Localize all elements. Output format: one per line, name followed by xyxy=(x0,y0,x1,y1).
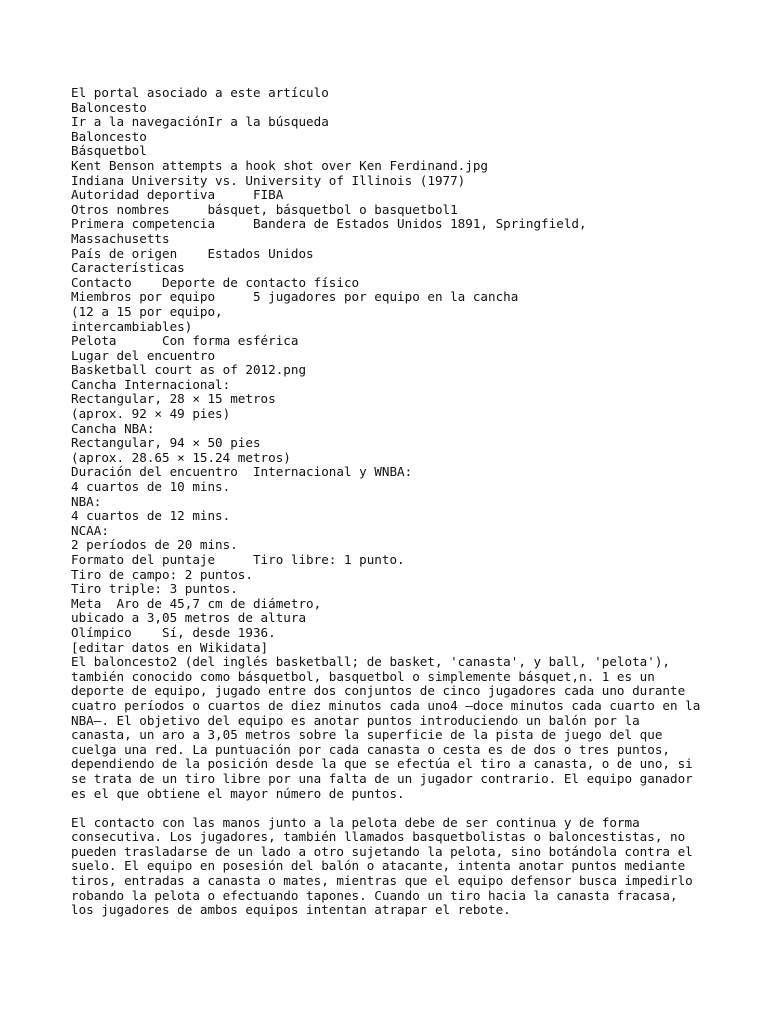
paragraph-line: El contacto con las manos junto a la pelota debe de ser continua y de forma xyxy=(71,814,640,830)
infobox-row: Tiro de campo: 2 puntos. xyxy=(71,566,253,582)
infobox-row: 2 períodos de 20 mins. xyxy=(71,537,238,553)
paragraph-line: suelo. El equipo en posesión del balón o atacante, intenta anotar puntos mediante xyxy=(71,858,686,874)
article-paragraph-2 xyxy=(71,816,731,918)
infobox-alt-title: Básquetbol xyxy=(71,143,147,159)
paragraph-line: dependiendo de la posición desde la que se efectúa el tiro a canasta, o de uno, si xyxy=(71,756,693,772)
navigation-links[interactable]: Ir a la navegaciónIr a la búsqueda xyxy=(71,114,329,130)
paragraph-line: tiros, entradas a canasta o mates, mientras que el equipo defensor busca impedirlo xyxy=(71,873,693,889)
paragraph-line: pueden trasladarse de un lado a otro sujetando la pelota, sino botándola contra el xyxy=(71,843,693,859)
infobox-row: Olímpico Sí, desde 1936. xyxy=(71,624,276,640)
infobox-row: Formato del puntaje Tiro libre: 1 punto. xyxy=(71,552,405,567)
paragraph-line: robando la pelota o efectuando tapones. Cuando un tiro hacia la canasta fracasa, xyxy=(71,887,678,903)
infobox-row: Características xyxy=(71,260,185,276)
paragraph-line: consecutiva. Los jugadores, también llamados basquetbolistas o baloncestistas, no xyxy=(71,829,686,845)
infobox-row: Tiro triple: 3 puntos. xyxy=(71,581,238,597)
infobox-row: Duración del encuentro Internacional y WNBA: xyxy=(71,464,413,480)
infobox-row: Primera competencia Bandera de Estados Unidos 1891, Springfield, xyxy=(71,216,587,232)
infobox-image-caption: Indiana University vs. University of Illinois (1977) xyxy=(71,172,466,188)
infobox-row: Massachusetts xyxy=(71,230,170,246)
infobox-row: Contacto Deporte de contacto físico xyxy=(71,274,360,290)
paragraph-line: deporte de equipo, jugado entre dos conjuntos de cinco jugadores cada uno durante xyxy=(71,683,686,699)
paragraph-line: NBA—. El objetivo del equipo es anotar puntos introduciendo un balón por la xyxy=(71,712,640,728)
infobox-row: NBA: xyxy=(71,493,102,509)
portal-link[interactable]: Baloncesto xyxy=(71,99,147,115)
infobox-row: NCAA: xyxy=(71,522,109,538)
paragraph-line: se trata de un tiro libre por una falta de un jugador contrario. El equipo ganador xyxy=(71,770,693,786)
portal-note: El portal asociado a este artículo xyxy=(71,85,329,100)
infobox-row: Rectangular, 94 × 50 pies xyxy=(71,435,261,451)
paragraph-spacer xyxy=(71,801,731,816)
infobox-row: Cancha Internacional: xyxy=(71,376,231,392)
paragraph-line: cuatro períodos o cuartos de diez minutos cada uno4 —doce minutos cada cuarto en la xyxy=(71,697,701,713)
paragraph-line: cuelga una red. La puntuación por cada canasta o cesta es de dos o tres puntos, xyxy=(71,741,670,757)
infobox-row: Cancha NBA: xyxy=(71,420,155,436)
paragraph-line: los jugadores de ambos equipos intentan atrapar el rebote. xyxy=(71,902,511,918)
infobox-image-file[interactable]: Kent Benson attempts a hook shot over Ken Ferdinand.jpg xyxy=(71,157,489,173)
infobox-row: Lugar del encuentro xyxy=(71,347,216,363)
paragraph-line: El baloncesto2 (del inglés basketball; de basket, 'canasta', y ball, 'pelota'), xyxy=(71,654,670,670)
paragraph-line: es el que obtiene el mayor número de puntos. xyxy=(71,785,405,801)
infobox-row: Pelota Con forma esférica xyxy=(71,333,299,349)
article-paragraph-1 xyxy=(71,655,731,801)
paragraph-line: también conocido como básquetbol, basquetbol o simplemente básquet,n. 1 es un xyxy=(71,668,655,684)
infobox-row: País de origen Estados Unidos xyxy=(71,245,314,261)
edit-wikidata-link[interactable]: [editar datos en Wikidata] xyxy=(71,639,269,655)
paragraph-line: canasta, un aro a 3,05 metros sobre la superficie de la pista de juego del que xyxy=(71,727,663,743)
infobox-title: Baloncesto xyxy=(71,128,147,144)
infobox-row: (aprox. 28.65 × 15.24 metros) xyxy=(71,449,291,465)
document-page xyxy=(71,86,731,918)
infobox-row: (aprox. 92 × 49 pies) xyxy=(71,406,231,422)
infobox-row: ubicado a 3,05 metros de altura xyxy=(71,610,307,626)
infobox-row: Rectangular, 28 × 15 metros xyxy=(71,391,276,407)
infobox-row: (12 a 15 por equipo, xyxy=(71,303,223,319)
infobox-row: Autoridad deportiva FIBA xyxy=(71,187,284,203)
infobox-row: Meta Aro de 45,7 cm de diámetro, xyxy=(71,595,322,611)
infobox-row: 4 cuartos de 10 mins. xyxy=(71,479,231,495)
infobox-row: Miembros por equipo 5 jugadores por equipo en la cancha xyxy=(71,289,519,305)
infobox-row: 4 cuartos de 12 mins. xyxy=(71,508,231,524)
infobox-rows xyxy=(71,188,731,640)
infobox-row: Otros nombres básquet, básquetbol o basquetbol1 xyxy=(71,201,458,217)
infobox-row: Basketball court as of 2012.png xyxy=(71,362,307,378)
infobox-row: intercambiables) xyxy=(71,318,193,334)
